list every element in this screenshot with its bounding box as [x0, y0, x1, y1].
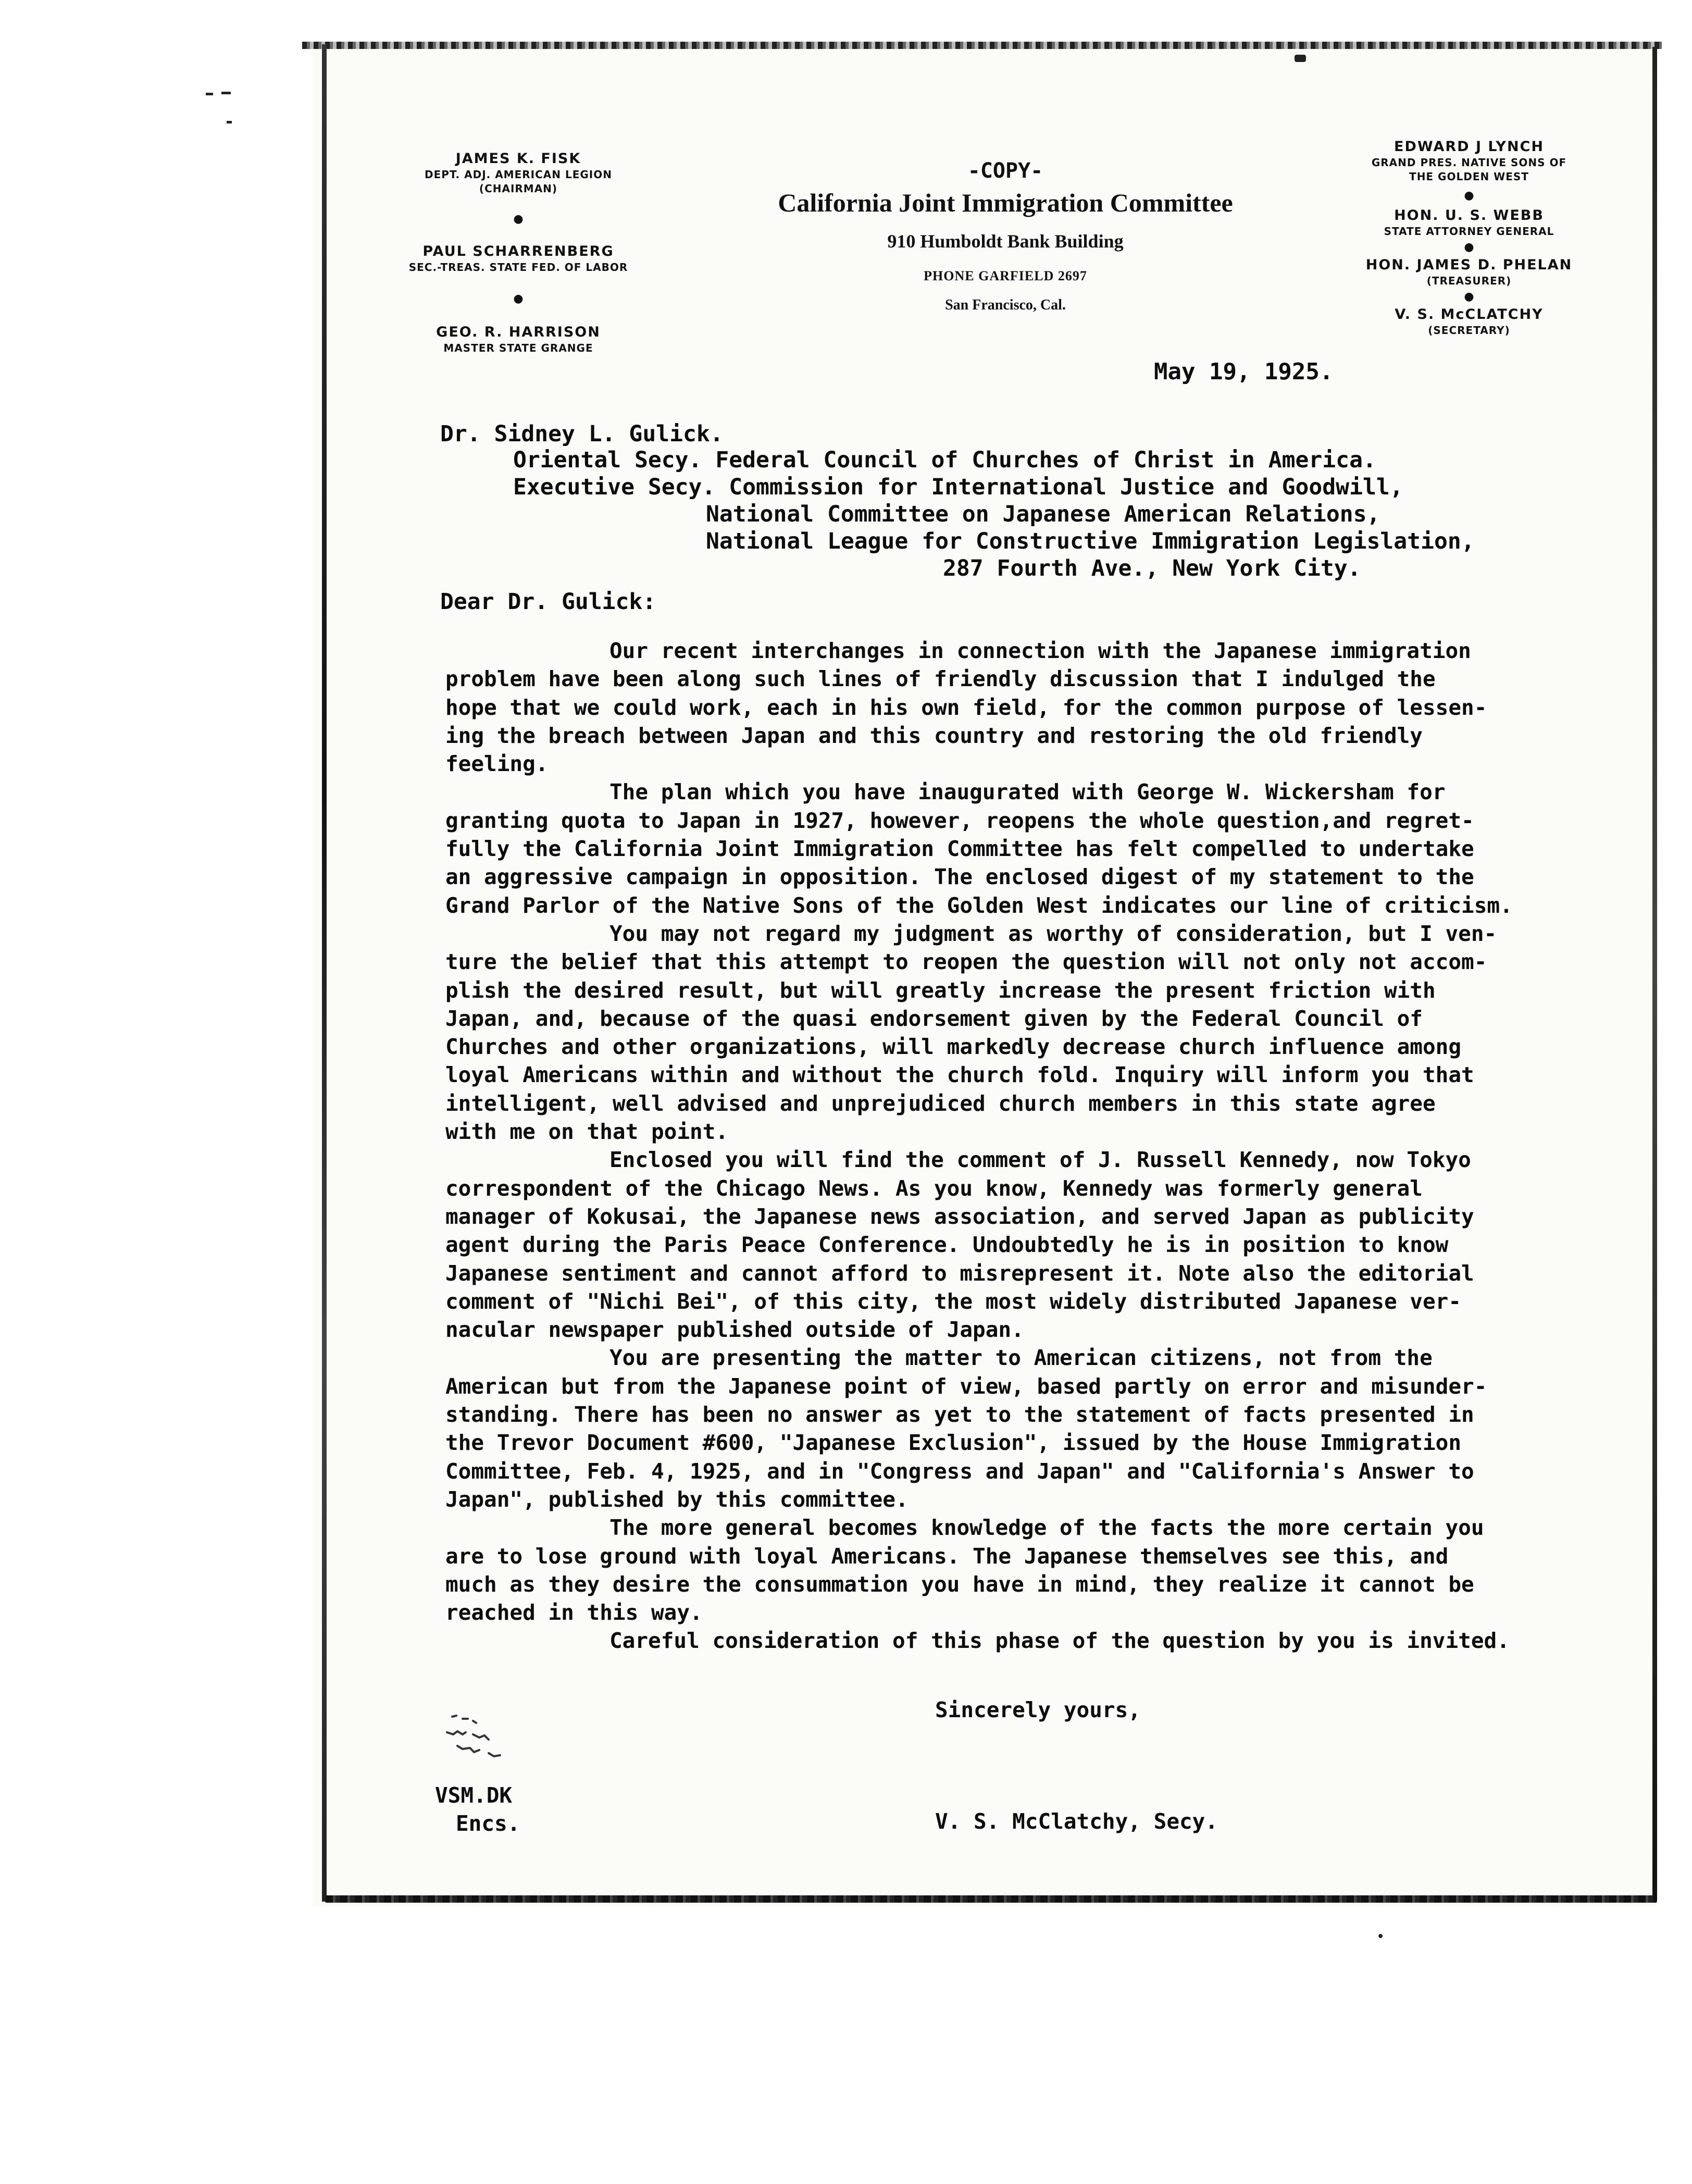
- organization-phone: PHONE GARFIELD 2697: [924, 268, 1087, 283]
- organization-city: San Francisco, Cal.: [945, 297, 1066, 313]
- body-line: Japan, and, because of the quasi endorsement given by the Federal Council of: [445, 1006, 1423, 1031]
- typist-initials: VSM.DK: [435, 1783, 513, 1808]
- body-line: problem have been along such lines of friendly discussion that I indulged the: [445, 666, 1436, 692]
- body-line: Careful consideration of this phase of the question by you is invited.: [609, 1628, 1510, 1654]
- recipient-line: Executive Secy. Commission for International Justice and Goodwill,: [513, 474, 1403, 500]
- body-line: are to lose ground with loyal Americans. The Japanese themselves see this, and: [445, 1543, 1449, 1569]
- body-line: The plan which you have inaugurated with George W. Wickersham for: [609, 779, 1446, 805]
- page-edge-bottom: [326, 1895, 1657, 1903]
- body-line: standing. There has been no answer as yet to the statement of facts presented in: [445, 1402, 1474, 1428]
- salutation: Dear Dr. Gulick:: [440, 589, 656, 615]
- body-line: nacular newspaper published outside of Japan.: [445, 1317, 1024, 1343]
- body-line: hope that we could work, each in his own field, for the common purpose of lessen-: [445, 694, 1487, 720]
- bullet-dot: ●: [1464, 189, 1474, 202]
- member-title: SEC.-TREAS. STATE FED. OF LABOR: [408, 261, 628, 274]
- member-title: THE GOLDEN WEST: [1409, 170, 1529, 183]
- body-line: ing the breach between Japan and this country and restoring the old friendly: [445, 723, 1423, 748]
- bullet-dot: ●: [513, 292, 524, 305]
- member-name: V. S. McCLATCHY: [1395, 306, 1544, 322]
- body-line: Churches and other organizations, will markedly decrease church influence among: [445, 1034, 1462, 1060]
- letterhead-right: [1349, 138, 1589, 338]
- body-line: Japan", published by this committee.: [445, 1486, 909, 1512]
- member-title: MASTER STATE GRANGE: [443, 342, 593, 354]
- member-title: DEPT. ADJ. AMERICAN LEGION: [425, 168, 612, 181]
- organization-address: 910 Humboldt Bank Building: [887, 231, 1124, 252]
- letter-date: May 19, 1925.: [1154, 358, 1334, 385]
- body-line: the Trevor Document #600, "Japanese Exclusion", issued by the House Immigration: [445, 1430, 1462, 1456]
- recipient-line: National Committee on Japanese American Relations,: [706, 501, 1380, 527]
- member-name: GEO. R. HARRISON: [436, 324, 601, 340]
- member-name: HON. JAMES D. PHELAN: [1365, 257, 1573, 273]
- member-name: PAUL SCHARRENBERG: [422, 243, 614, 259]
- page-edge-left: [322, 44, 327, 1902]
- scan-speck: [1378, 1934, 1383, 1938]
- body-line: American but from the Japanese point of view, based partly on error and misunder-: [445, 1373, 1487, 1399]
- body-line: The more general becomes knowledge of the facts the more certain you: [609, 1515, 1484, 1541]
- body-line: granting quota to Japan in 1927, however, reopens the whole question,and regret-: [445, 808, 1474, 833]
- member-name: JAMES K. FISK: [455, 151, 581, 167]
- member-title: STATE ATTORNEY GENERAL: [1384, 225, 1554, 238]
- body-line: fully the California Joint Immigration Committee has felt compelled to undertake: [445, 836, 1474, 862]
- scan-speck: [206, 93, 213, 95]
- body-line: Japanese sentiment and cannot afford to misrepresent it. Note also the editorial: [445, 1260, 1474, 1286]
- body-line: Grand Parlor of the Native Sons of the Golden West indicates our line of criticism.: [445, 892, 1513, 918]
- scan-speck: [1295, 55, 1306, 62]
- body-line: Our recent interchanges in connection with the Japanese immigration: [609, 638, 1471, 663]
- signer-name: V. S. McClatchy, Secy.: [935, 1809, 1218, 1834]
- member-title: GRAND PRES. NATIVE SONS OF: [1371, 156, 1567, 169]
- bullet-dot: ●: [1464, 290, 1474, 303]
- scan-speck: [227, 121, 232, 123]
- recipient-line: 287 Fourth Ave., New York City.: [943, 555, 1361, 581]
- body-line: with me on that point.: [445, 1119, 729, 1145]
- body-line: Enclosed you will find the comment of J. Russell Kennedy, now Tokyo: [609, 1147, 1471, 1173]
- body-line: agent during the Paris Peace Conference. Undoubtedly he is in position to know: [445, 1232, 1449, 1258]
- member-title: (TREASURER): [1426, 275, 1512, 287]
- recipient-name: Dr. Sidney L. Gulick.: [440, 421, 724, 447]
- bullet-dot: ●: [513, 213, 524, 226]
- page-edge-right: [1652, 47, 1657, 1902]
- body-line: ture the belief that this attempt to reopen the question will not only not accom-: [445, 949, 1487, 975]
- enclosures-note: Encs.: [456, 1811, 520, 1836]
- recipient-line: National League for Constructive Immigration Legislation,: [706, 528, 1475, 554]
- letter-body: [445, 637, 1513, 1655]
- body-line: Committee, Feb. 4, 1925, and in "Congress and Japan" and "California's Answer to: [445, 1458, 1474, 1484]
- body-line: plish the desired result, but will greatly increase the present friction with: [445, 977, 1436, 1003]
- body-line: correspondent of the Chicago News. As you know, Kennedy was formerly general: [445, 1175, 1423, 1201]
- recipient-line: Oriental Secy. Federal Council of Churches of Christ in America.: [513, 447, 1376, 473]
- body-line: comment of "Nichi Bei", of this city, the most widely distributed Japanese ver-: [445, 1288, 1462, 1314]
- member-title: (SECRETARY): [1428, 324, 1510, 337]
- body-line: much as they desire the consummation you have in mind, they realize it cannot be: [445, 1571, 1474, 1597]
- closing: Sincerely yours,: [935, 1697, 1141, 1722]
- letterhead-left: [383, 150, 654, 355]
- copy-mark: -COPY-: [967, 159, 1043, 183]
- page-edge-top: [302, 42, 1662, 49]
- body-line: You may not regard my judgment as worthy of consideration, but I ven-: [609, 921, 1497, 946]
- member-title: (CHAIRMAN): [479, 182, 558, 195]
- bullet-dot: ●: [1464, 241, 1474, 254]
- body-line: intelligent, well advised and unprejudiced church members in this state agree: [445, 1090, 1436, 1116]
- body-line: You are presenting the matter to American citizens, not from the: [609, 1345, 1433, 1371]
- body-line: loyal Americans within and without the church fold. Inquiry will inform you that: [445, 1062, 1474, 1088]
- organization-name: California Joint Immigration Committee: [778, 188, 1233, 217]
- member-name: EDWARD J LYNCH: [1394, 139, 1544, 155]
- member-name: HON. U. S. WEBB: [1394, 207, 1544, 224]
- scan-speck: [221, 92, 231, 94]
- body-line: manager of Kokusai, the Japanese news association, and served Japan as publicity: [445, 1203, 1474, 1229]
- body-line: reached in this way.: [445, 1600, 703, 1625]
- body-line: an aggressive campaign in opposition. The enclosed digest of my statement to the: [445, 864, 1474, 890]
- signature-mark: [442, 1711, 546, 1769]
- body-line: feeling.: [445, 751, 549, 777]
